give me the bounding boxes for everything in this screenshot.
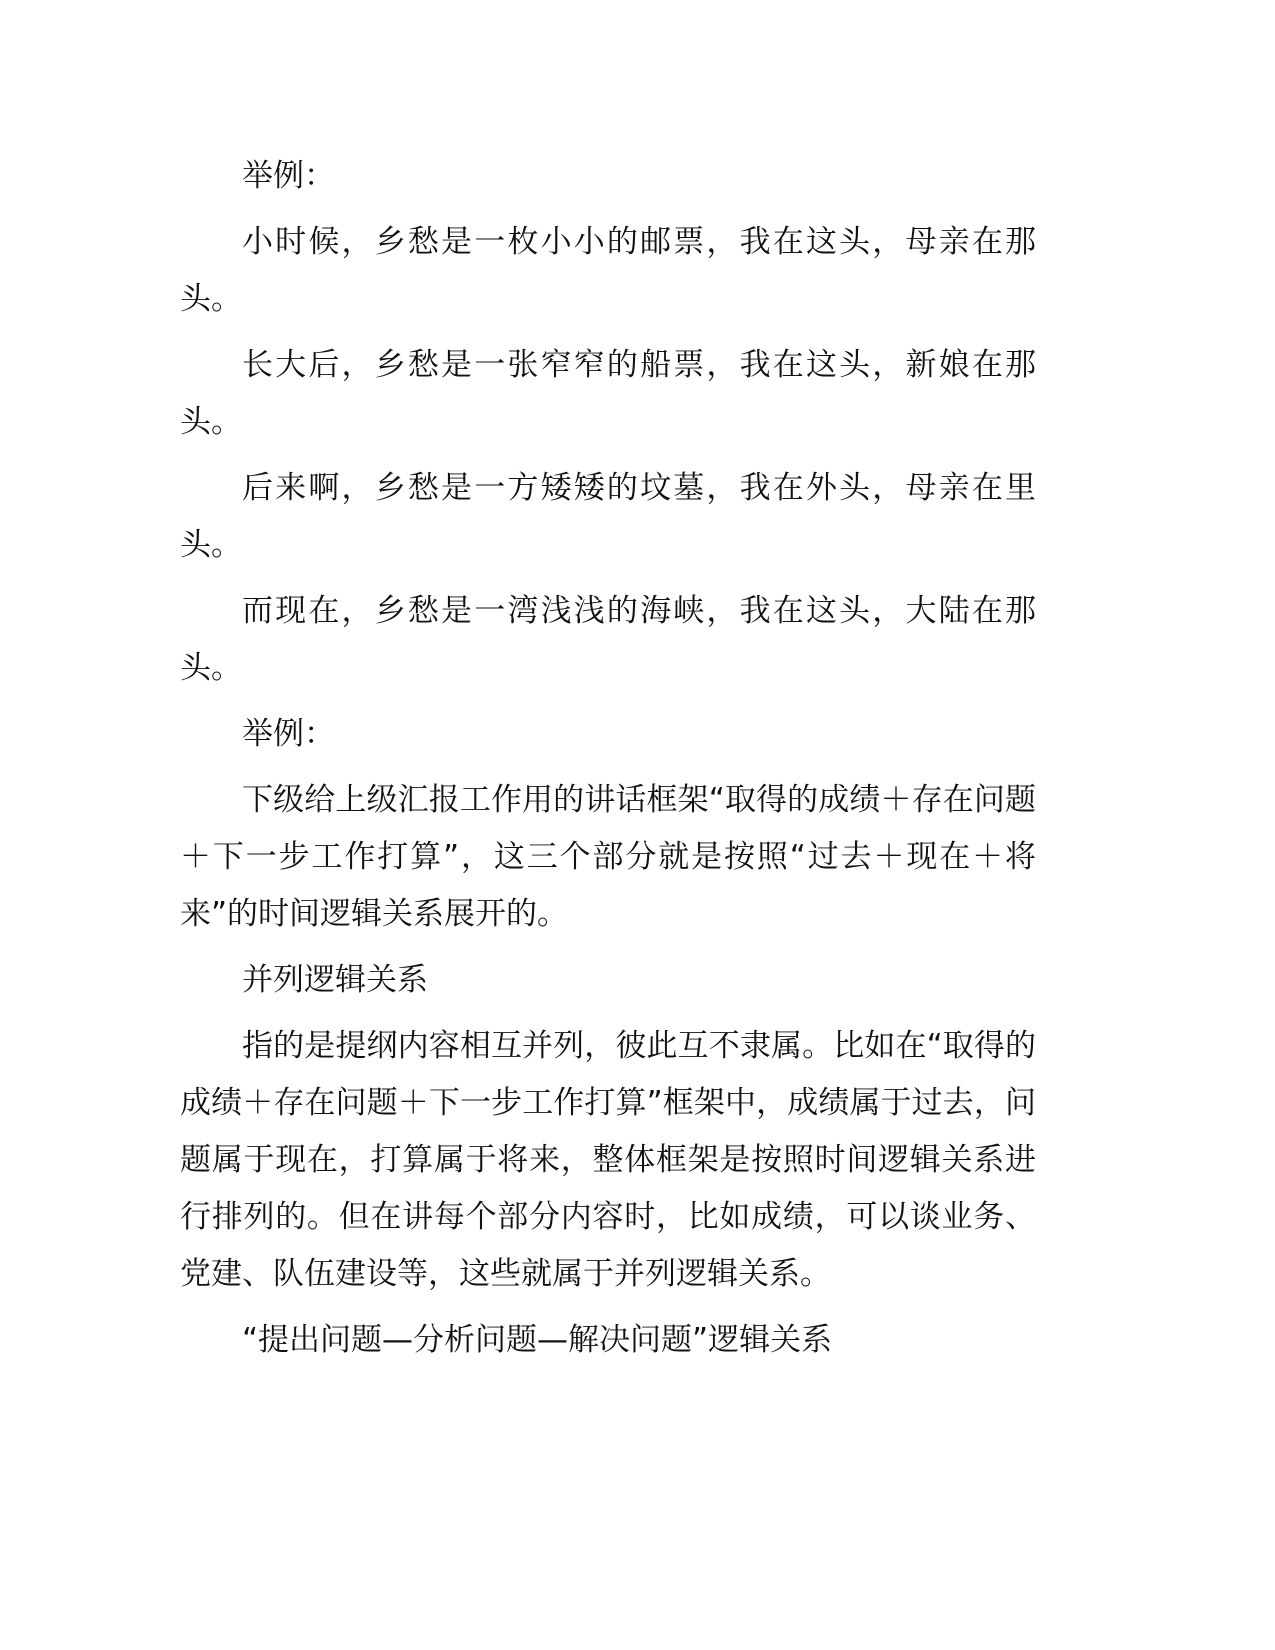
poem-stanza-2: 长大后，乡愁是一张窄窄的船票，我在这头，新娘在那头。: [180, 347, 1036, 440]
section-heading-parallel-logic: 并列逻辑关系: [242, 962, 428, 998]
example-label-1: 举例：: [242, 158, 335, 194]
example-label-2: 举例：: [242, 716, 335, 752]
poem-stanza-3: 后来啊，乡愁是一方矮矮的坟墓，我在外头，母亲在里头。: [180, 470, 1036, 563]
poem-stanza-4: 而现在，乡愁是一湾浅浅的海峡，我在这头，大陆在那头。: [180, 593, 1036, 686]
poem-stanza-1: 小时候，乡愁是一枚小小的邮票，我在这头，母亲在那头。: [180, 224, 1036, 317]
document-page: [180, 148, 1036, 1378]
section-heading-problem-logic: “提出问题—分析问题—解决问题”逻辑关系: [242, 1322, 833, 1358]
parallel-logic-paragraph: 指的是提纲内容相互并列，彼此互不隶属。比如在“取得的成绩＋存在问题＋下一步工作打算”框架中，成绩属于过去，问题属于现在，打算属于将来，整体框架是按照时间逻辑关系进行排列的。但在讲每个部分内容时，比如成绩，可以谈业务、党建、队伍建设等，这些就属于并列逻辑关系。: [180, 1028, 1036, 1292]
report-framework-paragraph: 下级给上级汇报工作用的讲话框架“取得的成绩＋存在问题＋下一步工作打算”，这三个部分就是按照“过去＋现在＋将来”的时间逻辑关系展开的。: [180, 782, 1036, 932]
